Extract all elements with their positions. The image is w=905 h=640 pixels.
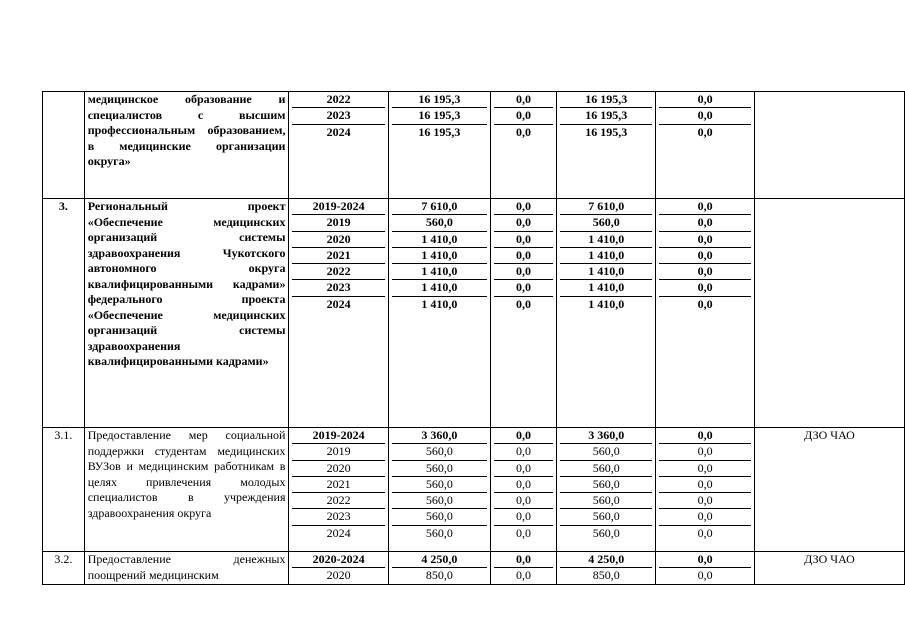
total-value: 4 250,0 (392, 552, 487, 568)
total-value: 7 610,0 (392, 199, 487, 215)
year-cell: 2024 (326, 525, 351, 540)
table-body (43, 92, 905, 585)
regional-value: 16 195,3 (585, 124, 628, 139)
total-value: 560,0 (392, 461, 487, 477)
regional-column (557, 552, 656, 585)
other-value: 0,0 (659, 108, 751, 124)
total-value: 1 410,0 (421, 296, 458, 311)
other-value: 0,0 (659, 428, 751, 444)
years-column (289, 199, 388, 428)
federal-value: 0,0 (494, 199, 553, 215)
other-value: 0,0 (659, 280, 751, 296)
total-value: 560,0 (392, 444, 487, 460)
row-number: 3.2. (43, 552, 85, 585)
row-number (43, 92, 85, 199)
federal-value: 0,0 (494, 215, 553, 231)
row-number: 3. (43, 199, 85, 428)
regional-value: 4 250,0 (560, 552, 652, 568)
regional-value: 560,0 (560, 509, 652, 525)
total-value: 560,0 (392, 215, 487, 231)
table-row (43, 199, 905, 428)
regional-value: 16 195,3 (560, 108, 652, 124)
federal-value: 0,0 (494, 428, 553, 444)
row-description: Предоставление мер социальной поддержки студентам медицинских ВУЗов и медицинским работникам в целях привлечения молодых специалистов в учреждения здравоохранения округа (84, 428, 289, 552)
row-description: медицинское образование и специалистов с высшим профессиональным образованием, в медицинские организации округа» (84, 92, 289, 199)
total-value: 16 195,3 (392, 108, 487, 124)
federal-value: 0,0 (494, 248, 553, 264)
federal-value: 0,0 (494, 493, 553, 509)
row-number: 3.1. (43, 428, 85, 552)
years-column (289, 428, 388, 552)
other-value: 0,0 (659, 552, 751, 568)
other-column (656, 428, 755, 552)
other-value: 0,0 (659, 493, 751, 509)
regional-value: 850,0 (592, 568, 620, 583)
other-value: 0,0 (697, 525, 713, 540)
total-value: 560,0 (425, 525, 453, 540)
other-value: 0,0 (659, 477, 751, 493)
federal-value: 0,0 (494, 509, 553, 525)
regional-value: 16 195,3 (560, 92, 652, 108)
federal-value: 0,0 (494, 552, 553, 568)
regional-value: 1 410,0 (560, 280, 652, 296)
other-value: 0,0 (697, 296, 713, 311)
table-row (43, 92, 905, 199)
row-description: Региональный проект «Обеспечение медицинских организаций системы здравоохранения Чукотского автономного округа квалифицированными кадрами» федерального проекта «Обеспечение медицинских организаций системы здравоохранения квалифицированными кадрами» (84, 199, 289, 428)
federal-value: 0,0 (494, 477, 553, 493)
year-cell: 2024 (326, 296, 351, 311)
years-column (289, 552, 388, 585)
regional-value: 1 410,0 (560, 264, 652, 280)
regional-value: 560,0 (592, 525, 620, 540)
regional-value: 560,0 (560, 493, 652, 509)
year-cell: 2021 (292, 477, 384, 493)
year-cell: 2021 (292, 248, 384, 264)
regional-column (557, 92, 656, 199)
federal-column (490, 92, 556, 199)
total-column (388, 92, 490, 199)
table-row (43, 428, 905, 552)
total-value: 16 195,3 (418, 124, 461, 139)
total-value: 16 195,3 (392, 92, 487, 108)
total-value: 1 410,0 (392, 232, 487, 248)
table-row (43, 552, 905, 585)
regional-column (557, 428, 656, 552)
years-column (289, 92, 388, 199)
year-cell: 2019-2024 (292, 199, 384, 215)
regional-value: 1 410,0 (560, 232, 652, 248)
total-value: 850,0 (425, 568, 453, 583)
federal-value: 0,0 (516, 568, 531, 583)
total-column (388, 199, 490, 428)
federal-value: 0,0 (516, 525, 531, 540)
total-value: 1 410,0 (392, 248, 487, 264)
total-value: 1 410,0 (392, 264, 487, 280)
year-cell: 2023 (292, 108, 384, 124)
federal-value: 0,0 (516, 296, 531, 311)
other-value: 0,0 (659, 248, 751, 264)
total-value: 560,0 (392, 477, 487, 493)
regional-value: 560,0 (560, 215, 652, 231)
year-cell: 2019 (292, 444, 384, 460)
total-value: 3 360,0 (392, 428, 487, 444)
other-value: 0,0 (659, 92, 751, 108)
federal-value: 0,0 (494, 461, 553, 477)
regional-value: 1 410,0 (560, 248, 652, 264)
other-value: 0,0 (659, 199, 751, 215)
executor: ДЗО ЧАО (754, 428, 904, 552)
federal-value: 0,0 (494, 264, 553, 280)
federal-column (490, 428, 556, 552)
year-cell: 2020 (326, 568, 351, 583)
federal-value: 0,0 (494, 232, 553, 248)
federal-value: 0,0 (494, 444, 553, 460)
federal-value: 0,0 (494, 108, 553, 124)
regional-value: 7 610,0 (560, 199, 652, 215)
total-column (388, 428, 490, 552)
other-value: 0,0 (659, 215, 751, 231)
year-cell: 2022 (292, 493, 384, 509)
executor (754, 199, 904, 428)
other-column (656, 92, 755, 199)
year-cell: 2023 (292, 509, 384, 525)
year-cell: 2020 (292, 232, 384, 248)
year-cell: 2024 (326, 124, 351, 139)
total-value: 560,0 (392, 493, 487, 509)
year-cell: 2022 (292, 92, 384, 108)
federal-value: 0,0 (516, 124, 531, 139)
total-column (388, 552, 490, 585)
total-value: 1 410,0 (392, 280, 487, 296)
budget-table (42, 91, 905, 585)
other-value: 0,0 (659, 461, 751, 477)
other-column (656, 199, 755, 428)
other-value: 0,0 (659, 232, 751, 248)
executor: ДЗО ЧАО (754, 552, 904, 585)
regional-value: 1 410,0 (588, 296, 625, 311)
federal-value: 0,0 (494, 280, 553, 296)
regional-value: 560,0 (560, 461, 652, 477)
other-column (656, 552, 755, 585)
federal-column (490, 552, 556, 585)
other-value: 0,0 (659, 444, 751, 460)
year-cell: 2023 (292, 280, 384, 296)
year-cell: 2019 (292, 215, 384, 231)
total-value: 560,0 (392, 509, 487, 525)
year-cell: 2020 (292, 461, 384, 477)
year-cell: 2020-2024 (292, 552, 384, 568)
regional-value: 3 360,0 (560, 428, 652, 444)
regional-value: 560,0 (560, 444, 652, 460)
other-value: 0,0 (659, 509, 751, 525)
regional-column (557, 199, 656, 428)
year-cell: 2022 (292, 264, 384, 280)
other-value: 0,0 (697, 124, 713, 139)
regional-value: 560,0 (560, 477, 652, 493)
federal-column (490, 199, 556, 428)
row-description: Предоставление денежных поощрений медицинским (84, 552, 289, 585)
other-value: 0,0 (697, 568, 713, 583)
other-value: 0,0 (659, 264, 751, 280)
federal-value: 0,0 (494, 92, 553, 108)
executor (754, 92, 904, 199)
year-cell: 2019-2024 (292, 428, 384, 444)
